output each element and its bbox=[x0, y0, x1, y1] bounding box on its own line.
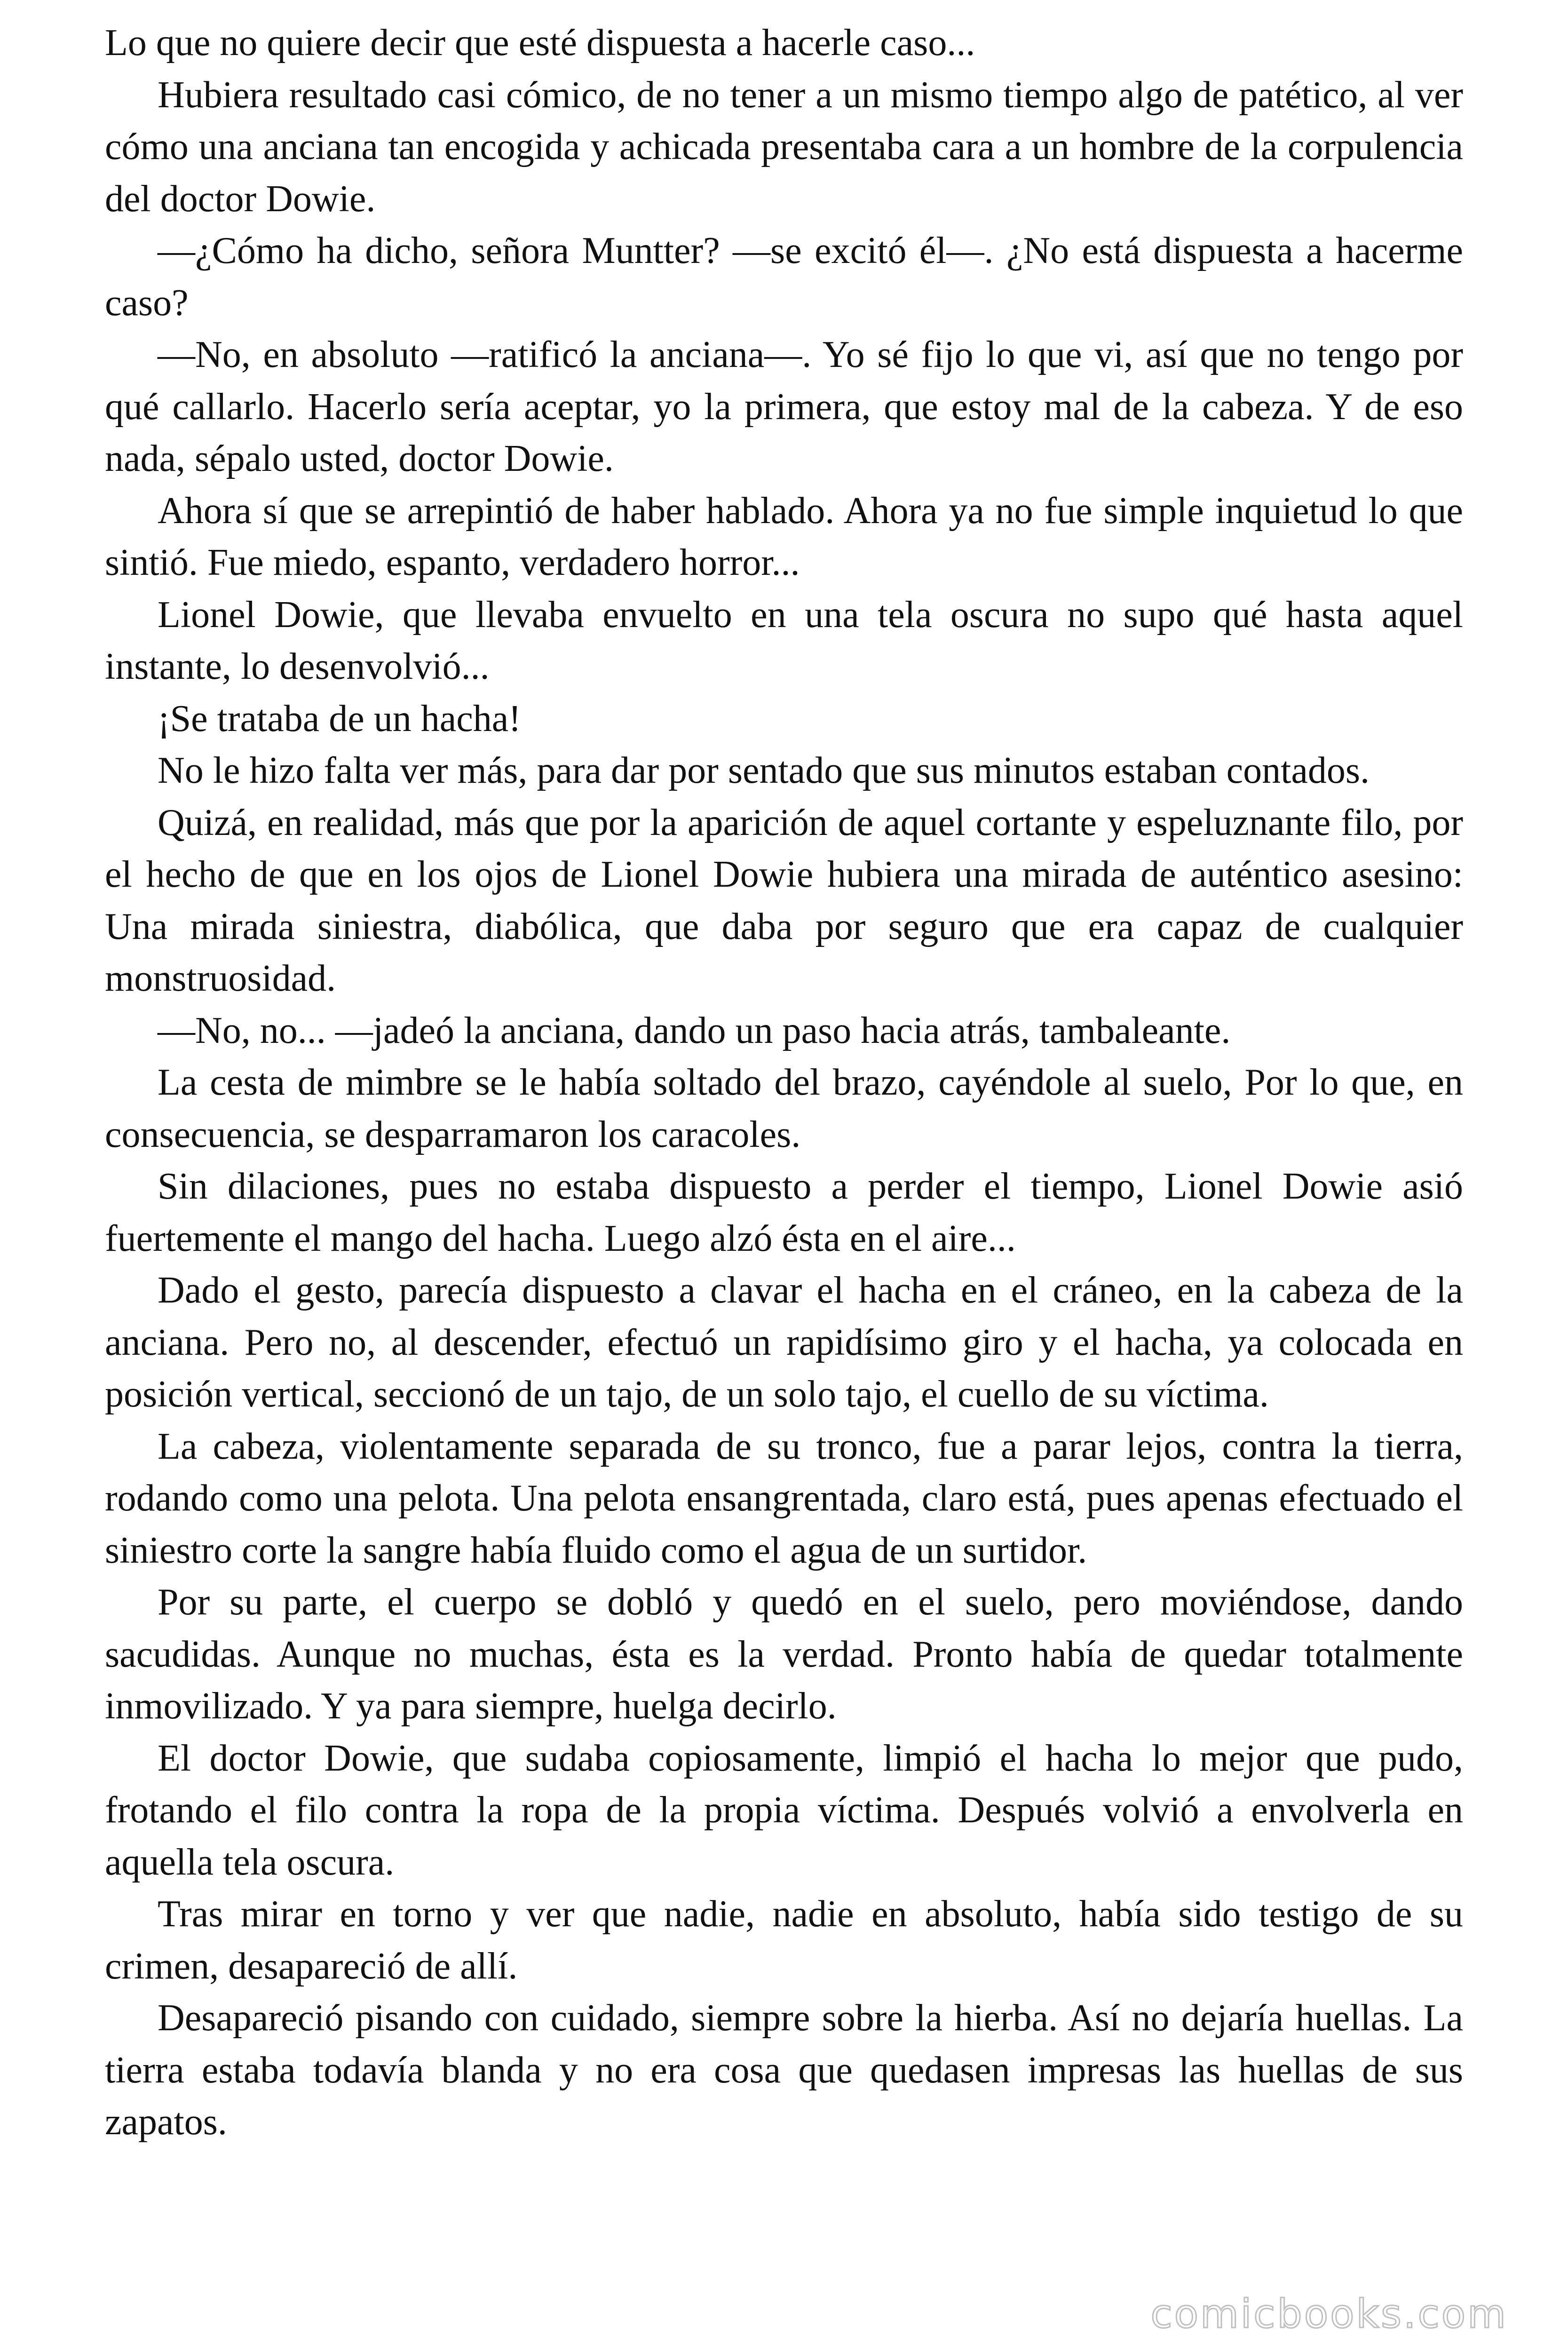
paragraph-10: —No, no... —jadeó la anciana, dando un paso hacia atrás, tambaleante. bbox=[158, 1009, 1231, 1051]
book-page-text bbox=[105, 17, 1463, 2148]
paragraph-13: Dado el gesto, parecía dispuesto a clavar el hacha en el cráneo, en la cabeza de la anciana. Pero no, al descender, efectuó un rapidísimo giro y el hacha, ya colocada en posición vertical, seccionó de un tajo, de un solo tajo, el cuello de su víctima. bbox=[105, 1270, 1463, 1415]
watermark: comicbooks.com bbox=[1150, 2291, 1508, 2337]
paragraph-2: Hubiera resultado casi cómico, de no tener a un mismo tiempo algo de patético, al ver cómo una anciana tan encogida y achicada presentaba cara a un hombre de la corpulencia del doctor Dowie. bbox=[105, 74, 1463, 220]
paragraph-8: No le hizo falta ver más, para dar por sentado que sus minutos estaban contados. bbox=[158, 750, 1370, 791]
paragraph-9: Quizá, en realidad, más que por la aparición de aquel cortante y espeluznante filo, por el hecho de que en los ojos de Lionel Dowie hubiera una mirada de auténtico asesino: Una mirada siniestra, diabólica, que daba por seguro que era capaz de cualquier monstruosidad. bbox=[105, 802, 1463, 999]
paragraph-11: La cesta de mimbre se le había soltado del brazo, cayéndole al suelo, Por lo que, en consecuencia, se desparramaron los caracoles. bbox=[105, 1062, 1463, 1155]
paragraph-17: Tras mirar en torno y ver que nadie, nadie en absoluto, había sido testigo de su crimen, desapareció de allí. bbox=[105, 1893, 1463, 1987]
paragraph-14: La cabeza, violentamente separada de su tronco, fue a parar lejos, contra la tierra, rodando como una pelota. Una pelota ensangrentada, claro está, pues apenas efectuado el siniestro corte la sangre había fluido como el agua de un surtidor. bbox=[105, 1425, 1463, 1571]
paragraph-6: Lionel Dowie, que llevaba envuelto en una tela oscura no supo qué hasta aquel instante, lo desenvolvió... bbox=[105, 594, 1463, 687]
paragraph-18: Desapareció pisando con cuidado, siempre sobre la hierba. Así no dejaría huellas. La tierra estaba todavía blanda y no era cosa que quedasen impresas las huellas de sus zapatos. bbox=[105, 1997, 1463, 2143]
paragraph-15: Por su parte, el cuerpo se dobló y quedó en el suelo, pero moviéndose, dando sacudidas. Aunque no muchas, ésta es la verdad. Pronto había de quedar totalmente inmovilizado. Y ya para siempre, huelga decirlo. bbox=[105, 1581, 1463, 1727]
paragraph-3: —¿Cómo ha dicho, señora Muntter? —se excitó él—. ¿No está dispuesta a hacerme caso? bbox=[105, 230, 1463, 324]
paragraph-16: El doctor Dowie, que sudaba copiosamente, limpió el hacha lo mejor que pudo, frotando el filo contra la ropa de la propia víctima. Después volvió a envolverla en aquella tela oscura. bbox=[105, 1737, 1463, 1883]
paragraph-4: —No, en absoluto —ratificó la anciana—. Yo sé fijo lo que vi, así que no tengo por qué callarlo. Hacerlo sería aceptar, yo la primera, que estoy mal de la cabeza. Y de eso nada, sépalo usted, doctor Dowie. bbox=[105, 334, 1463, 479]
paragraph-5: Ahora sí que se arrepintió de haber hablado. Ahora ya no fue simple inquietud lo que sintió. Fue miedo, espanto, verdadero horror... bbox=[105, 490, 1463, 583]
paragraph-12: Sin dilaciones, pues no estaba dispuesto a perder el tiempo, Lionel Dowie asió fuertemente el mango del hacha. Luego alzó ésta en el aire... bbox=[105, 1166, 1463, 1259]
paragraph-7: ¡Se trataba de un hacha! bbox=[158, 698, 521, 739]
paragraph-1: Lo que no quiere decir que esté dispuesta a hacerle caso... bbox=[105, 22, 975, 64]
